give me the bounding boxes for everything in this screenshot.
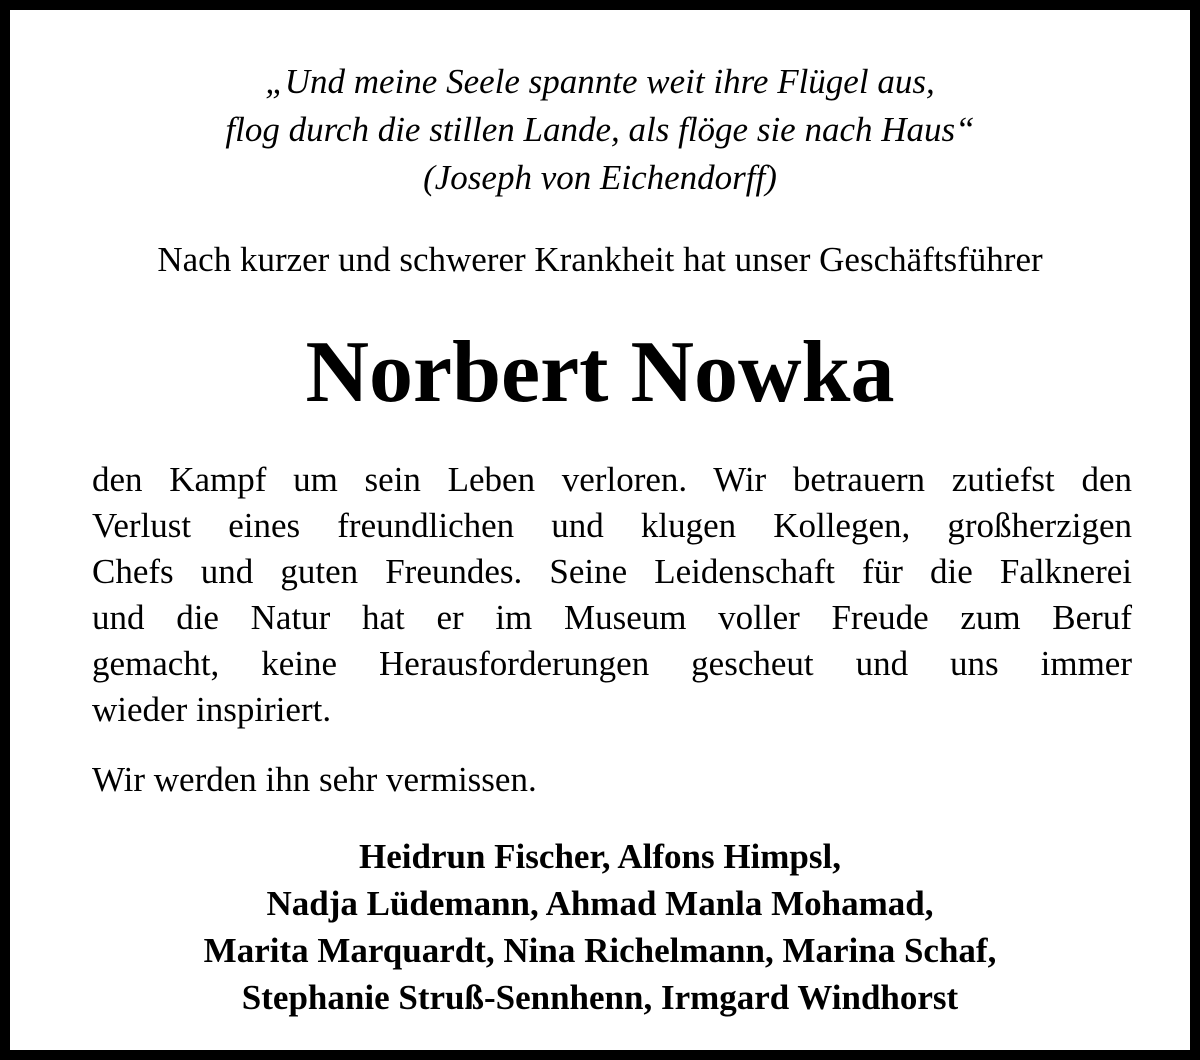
signers-line: Nadja Lüdemann, Ahmad Manla Mohamad, (266, 884, 934, 923)
quote-attribution: (Joseph von Eichendorff) (423, 158, 777, 197)
signers-line: Heidrun Fischer, Alfons Himpsl, (359, 837, 841, 876)
body-line: Chefs und guten Freundes. Seine Leidenschaft für die Falknerei (92, 552, 1132, 591)
body-line: gemacht, keine Herausforderungen gescheut und uns immer (92, 644, 1132, 683)
body-paragraph (92, 457, 1132, 733)
signers-line: Marita Marquardt, Nina Richelmann, Marina Schaf, (203, 931, 997, 970)
intro-line: Nach kurzer und schwerer Krankheit hat unser Geschäftsführer (157, 240, 1043, 279)
body-line: den Kampf um sein Leben verloren. Wir betrauern zutiefst den (92, 460, 1132, 499)
signers-line: Stephanie Struß-Sennhenn, Irmgard Windhorst (241, 978, 959, 1017)
signers-list (30, 833, 1170, 1021)
closing-line: Wir werden ihn sehr vermissen. (92, 760, 537, 799)
body-line: wieder inspiriert. (92, 690, 332, 729)
quote-line: „Und meine Seele spannte weit ihre Flügel aus, (265, 62, 935, 101)
deceased-name: Norbert Nowka (305, 324, 895, 421)
body-line: Verlust eines freundlichen und klugen Kollegen, großherzigen (92, 506, 1132, 545)
quote-line: flog durch die stillen Lande, als flöge sie nach Haus“ (225, 110, 975, 149)
body-line: und die Natur hat er im Museum voller Freude zum Beruf (92, 598, 1132, 637)
poem-quote (30, 58, 1170, 202)
